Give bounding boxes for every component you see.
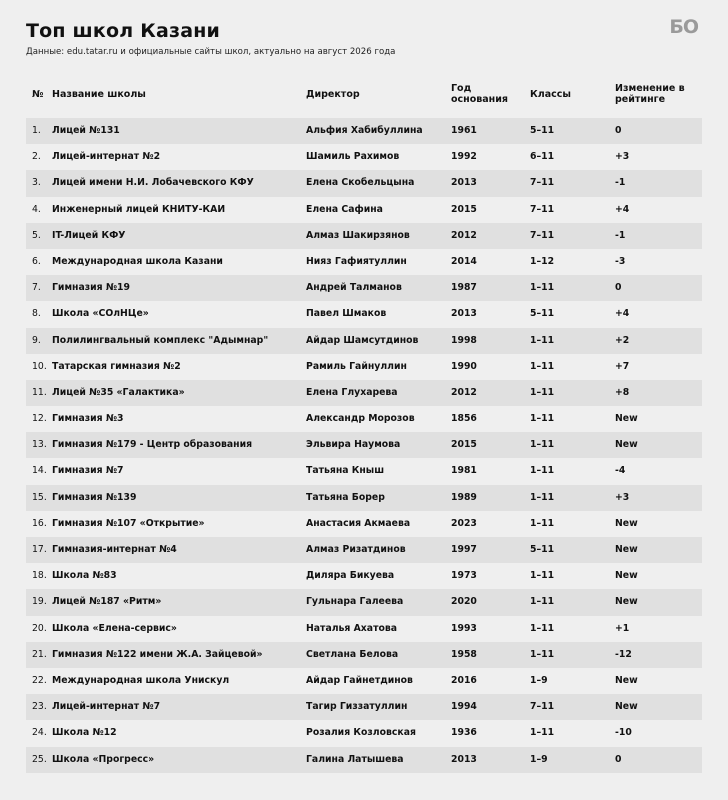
- rating-change: New: [615, 439, 638, 451]
- table-row: [26, 354, 702, 380]
- grades-range: 1–11: [530, 360, 555, 372]
- school-name: Гимназия №3: [52, 413, 124, 425]
- founded-year: 1961: [451, 125, 477, 136]
- rating-change: +3: [615, 491, 630, 503]
- table-row: [26, 537, 702, 563]
- director-name: Александр Морозов: [306, 413, 415, 425]
- director-name: Наталья Ахатова: [306, 622, 398, 634]
- director-name: Нияз Гафиятуллин: [306, 255, 407, 267]
- grades-range: 1–11: [530, 622, 555, 634]
- row-number: 21.: [32, 648, 47, 660]
- rating-change: New: [615, 413, 638, 425]
- school-name: Лицей №131: [52, 125, 120, 136]
- school-name: Школа «Елена-сервис»: [52, 622, 177, 634]
- school-name: IT-Лицей КФУ: [52, 229, 126, 241]
- director-name: Алмаз Ризатдинов: [306, 544, 406, 555]
- row-number: 16.: [32, 517, 47, 529]
- publisher-logo: БО: [669, 16, 698, 38]
- director-name: Татьяна Борер: [306, 491, 385, 503]
- table-row: [26, 720, 702, 746]
- rating-change: New: [615, 570, 638, 582]
- grades-range: 1–11: [530, 334, 555, 346]
- grades-range: 1–9: [530, 753, 548, 765]
- founded-year: 1958: [451, 648, 477, 660]
- rating-change: -10: [615, 727, 632, 739]
- row-number: 20.: [32, 622, 47, 634]
- rating-change: -1: [615, 229, 626, 241]
- rating-change: 0: [615, 282, 622, 294]
- grades-range: 1–11: [530, 465, 555, 477]
- row-number: 6.: [32, 255, 41, 267]
- row-number: 1.: [32, 125, 41, 136]
- row-number: 19.: [32, 596, 47, 608]
- founded-year: 1981: [451, 465, 477, 477]
- school-name: Школа «СОлНЦе»: [52, 308, 149, 320]
- row-number: 25.: [32, 753, 47, 765]
- row-number: 12.: [32, 413, 47, 425]
- school-name: Лицей №35 «Галактика»: [52, 386, 185, 398]
- table-row: [26, 642, 702, 668]
- school-name: Гимназия №122 имени Ж.А. Зайцевой»: [52, 648, 263, 660]
- row-number: 24.: [32, 727, 47, 739]
- founded-year: 2015: [451, 203, 477, 215]
- row-number: 2.: [32, 151, 41, 163]
- grades-range: 1–11: [530, 282, 555, 294]
- school-name: Гимназия-интернат №4: [52, 544, 177, 555]
- director-name: Андрей Талманов: [306, 282, 402, 294]
- row-number: 23.: [32, 701, 47, 713]
- grades-range: 7–11: [530, 177, 555, 189]
- school-name: Гимназия №139: [52, 491, 137, 503]
- director-name: Диляра Бикуева: [306, 570, 395, 582]
- table-row: [26, 511, 702, 537]
- rating-change: New: [615, 701, 638, 713]
- school-name: Лицей имени Н.И. Лобачевского КФУ: [52, 177, 254, 189]
- rating-change: +4: [615, 203, 630, 215]
- founded-year: 2013: [451, 753, 477, 765]
- row-number: 9.: [32, 334, 41, 346]
- grades-range: 1–11: [530, 386, 555, 398]
- table-row: [26, 406, 702, 432]
- table-row: [26, 223, 702, 249]
- table-row: [26, 249, 702, 275]
- rating-change: +4: [615, 308, 630, 320]
- row-number: 10.: [32, 360, 47, 372]
- grades-range: 6–11: [530, 151, 555, 163]
- rating-change: +8: [615, 386, 630, 398]
- row-number: 4.: [32, 203, 41, 215]
- rating-change: -4: [615, 465, 626, 477]
- director-name: Айдар Шамсутдинов: [306, 334, 419, 346]
- rating-change: -12: [615, 648, 632, 660]
- school-name: Гимназия №7: [52, 465, 124, 477]
- school-name: Международная школа Унискул: [52, 674, 230, 686]
- founded-year: 2015: [451, 439, 477, 451]
- rating-change: -3: [615, 255, 626, 267]
- founded-year: 1973: [451, 570, 477, 582]
- rating-change: +2: [615, 334, 630, 346]
- grades-range: 5–11: [530, 308, 555, 320]
- founded-year: 2014: [451, 255, 477, 267]
- grades-range: 1–11: [530, 491, 555, 503]
- row-number: 17.: [32, 544, 47, 555]
- founded-year: 2013: [451, 308, 477, 320]
- director-name: Галина Латышева: [306, 753, 404, 765]
- founded-year: 1992: [451, 151, 477, 163]
- founded-year: 1993: [451, 622, 477, 634]
- grades-range: 5–11: [530, 544, 555, 555]
- table-row: [26, 668, 702, 694]
- rating-change: New: [615, 596, 638, 608]
- data-source-note: Данные: edu.tatar.ru и официальные сайты школ, актуально на август 2026 года: [26, 47, 396, 57]
- founded-year: 1998: [451, 334, 477, 346]
- table-row: [26, 118, 702, 144]
- header-school-name: Название школы: [52, 89, 146, 100]
- header-num: №: [32, 89, 44, 100]
- school-name: Школа №83: [52, 570, 117, 582]
- school-name: Инженерный лицей КНИТУ-КАИ: [52, 203, 226, 215]
- table-row: [26, 144, 702, 170]
- grades-range: 5–11: [530, 125, 555, 136]
- school-name: Лицей №187 «Ритм»: [52, 596, 162, 608]
- director-name: Елена Глухарева: [306, 386, 398, 398]
- director-name: Павел Шмаков: [306, 308, 387, 320]
- director-name: Елена Скобельцына: [306, 177, 415, 189]
- director-name: Анастасия Акмаева: [306, 517, 411, 529]
- row-number: 11.: [32, 386, 47, 398]
- row-number: 15.: [32, 491, 47, 503]
- rating-change: +1: [615, 622, 630, 634]
- row-number: 8.: [32, 308, 41, 320]
- grades-range: 1–11: [530, 439, 555, 451]
- row-number: 5.: [32, 229, 41, 241]
- director-name: Алмаз Шакирзянов: [306, 229, 410, 241]
- grades-range: 1–11: [530, 727, 555, 739]
- row-number: 14.: [32, 465, 47, 477]
- school-name: Школа №12: [52, 727, 117, 739]
- header-year: Год основания: [451, 83, 508, 105]
- grades-range: 7–11: [530, 701, 555, 713]
- header-classes: Классы: [530, 89, 571, 100]
- school-name: Лицей-интернат №2: [52, 151, 161, 163]
- grades-range: 1–11: [530, 648, 555, 660]
- rating-change: New: [615, 544, 638, 555]
- director-name: Розалия Козловская: [306, 727, 416, 739]
- founded-year: 1997: [451, 544, 477, 555]
- founded-year: 1994: [451, 701, 477, 713]
- school-name: Гимназия №19: [52, 282, 130, 294]
- grades-range: 7–11: [530, 203, 555, 215]
- school-name: Гимназия №107 «Открытие»: [52, 517, 205, 529]
- director-name: Айдар Гайнетдинов: [306, 674, 413, 686]
- director-name: Альфия Хабибуллина: [306, 125, 423, 136]
- school-name: Лицей-интернат №7: [52, 701, 161, 713]
- director-name: Эльвира Наумова: [306, 439, 401, 451]
- header-director: Директор: [306, 89, 360, 100]
- founded-year: 1936: [451, 727, 477, 739]
- school-name: Гимназия №179 - Центр образования: [52, 439, 253, 451]
- grades-range: 1–11: [530, 517, 555, 529]
- director-name: Татьяна Кныш: [306, 465, 385, 477]
- rating-change: -1: [615, 177, 626, 189]
- table-row: [26, 563, 702, 589]
- founded-year: 2012: [451, 386, 477, 398]
- table-row: [26, 197, 702, 223]
- director-name: Елена Сафина: [306, 203, 383, 215]
- founded-year: 1987: [451, 282, 477, 294]
- table-row: [26, 458, 702, 484]
- school-name: Школа «Прогресс»: [52, 753, 155, 765]
- director-name: Гульнара Галеева: [306, 596, 404, 608]
- table-row: [26, 380, 702, 406]
- school-name: Полилингвальный комплекс "Адымнар": [52, 334, 269, 346]
- founded-year: 1856: [451, 413, 477, 425]
- table-row: [26, 275, 702, 301]
- row-number: 7.: [32, 282, 41, 294]
- row-number: 13.: [32, 439, 47, 451]
- rating-change: New: [615, 674, 638, 686]
- rating-change: +3: [615, 151, 630, 163]
- founded-year: 2013: [451, 177, 477, 189]
- founded-year: 1990: [451, 360, 477, 372]
- school-name: Татарская гимназия №2: [52, 360, 181, 372]
- director-name: Шамиль Рахимов: [306, 151, 400, 163]
- director-name: Рамиль Гайнуллин: [306, 360, 407, 372]
- grades-range: 1–11: [530, 596, 555, 608]
- table-row: [26, 694, 702, 720]
- grades-range: 1–9: [530, 674, 548, 686]
- table-header: [26, 82, 702, 110]
- header-rating-change: Изменение в рейтинге: [615, 83, 685, 105]
- table-row: [26, 432, 702, 458]
- founded-year: 2012: [451, 229, 477, 241]
- founded-year: 2020: [451, 596, 477, 608]
- director-name: Тагир Гиззатуллин: [306, 701, 408, 713]
- grades-range: 1–11: [530, 570, 555, 582]
- school-name: Международная школа Казани: [52, 255, 223, 267]
- row-number: 3.: [32, 177, 41, 189]
- table-row: [26, 328, 702, 354]
- table-row: [26, 589, 702, 615]
- founded-year: 2016: [451, 674, 477, 686]
- row-number: 22.: [32, 674, 47, 686]
- page-title: Топ школ Казани: [26, 20, 221, 42]
- rating-change: 0: [615, 753, 622, 765]
- row-number: 18.: [32, 570, 47, 582]
- rating-change: +7: [615, 360, 630, 372]
- table-row: [26, 616, 702, 642]
- table-body: [26, 118, 702, 773]
- table-row: [26, 170, 702, 196]
- rating-change: 0: [615, 125, 622, 136]
- grades-range: 1–11: [530, 413, 555, 425]
- founded-year: 2023: [451, 517, 477, 529]
- founded-year: 1989: [451, 491, 477, 503]
- table-row: [26, 485, 702, 511]
- rating-change: New: [615, 517, 638, 529]
- director-name: Светлана Белова: [306, 648, 399, 660]
- grades-range: 1–12: [530, 255, 555, 267]
- grades-range: 7–11: [530, 229, 555, 241]
- table-row: [26, 301, 702, 327]
- table-row: [26, 747, 702, 773]
